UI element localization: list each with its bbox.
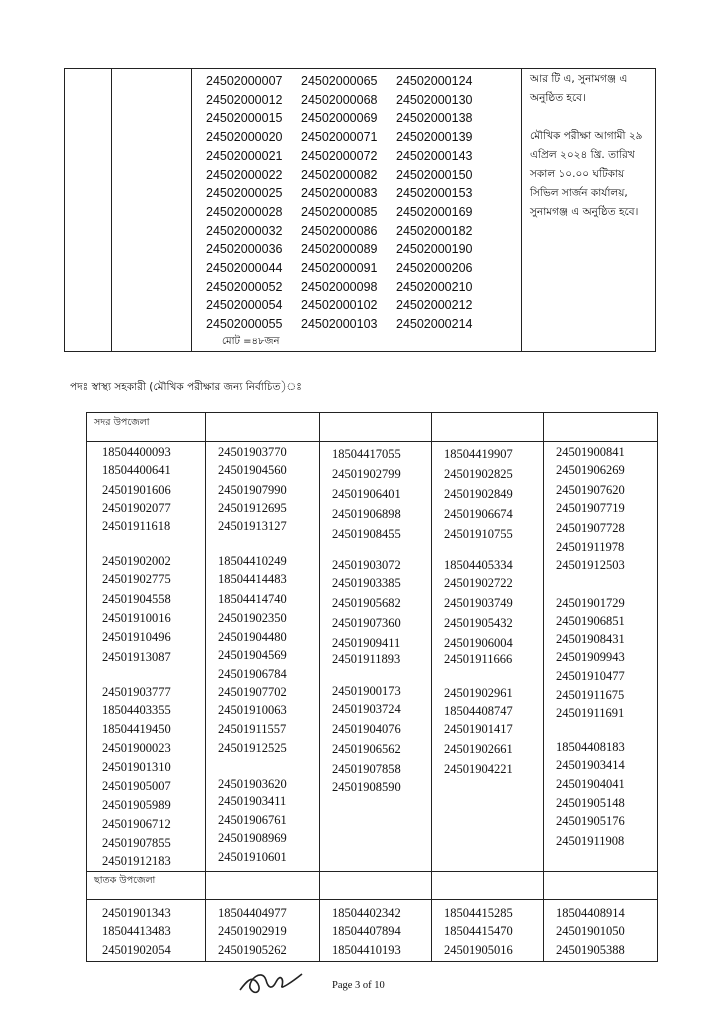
candidate-roll: 24501904221	[444, 762, 513, 776]
roll-number: 24502000007	[206, 74, 283, 88]
candidate-roll: 24501904076	[332, 722, 401, 736]
candidate-roll: 24501901606	[102, 483, 171, 497]
row-divider	[87, 441, 657, 442]
candidate-roll: 18504400641	[102, 463, 171, 477]
candidate-roll: 24501902961	[444, 686, 513, 700]
roll-number: 24502000153	[396, 186, 473, 201]
candidate-roll: 24501905262	[218, 943, 287, 957]
column-divider	[205, 413, 206, 961]
candidate-roll: 24501907858	[332, 762, 401, 776]
roll-number: 24502000169	[396, 204, 473, 219]
roll-number: 24502000052	[206, 279, 283, 294]
candidate-roll: 18504403355	[102, 703, 171, 717]
roll-number: 24502000028	[206, 204, 283, 219]
candidate-roll: 24501901343	[102, 906, 171, 920]
candidate-roll: 24501900173	[332, 684, 401, 698]
candidate-roll: 24501902849	[444, 487, 513, 501]
candidate-roll: 24501913087	[102, 650, 171, 664]
candidate-roll: 24501906898	[332, 507, 401, 521]
roll-number: 24502000072	[301, 148, 378, 163]
column-divider	[111, 69, 112, 351]
note-line: সকাল ১০.০০ ঘটিকায়	[530, 168, 625, 180]
roll-number: 24502000102	[301, 298, 378, 313]
roll-number: 24502000054	[206, 298, 283, 313]
roll-number: 24502000086	[301, 223, 378, 238]
candidate-roll: 24501910601	[218, 850, 287, 864]
post-heading: পদঃ স্বাস্থ্য সহকারী (মৌখিক পরীক্ষার জন্য নির্বাচিত)ঃ	[70, 381, 302, 393]
roll-number: 24502000032	[206, 223, 283, 238]
candidate-roll: 24501908431	[556, 632, 625, 646]
candidate-roll: 24501901310	[102, 760, 171, 774]
candidate-roll: 18504414483	[218, 572, 287, 586]
candidate-roll: 24501907702	[218, 685, 287, 699]
candidate-roll: 24501906269	[556, 463, 625, 477]
note-line: মৌখিক পরীক্ষা আগামী ২৯	[530, 130, 643, 142]
candidate-roll: 24501906761	[218, 813, 287, 827]
roll-number: 24502000143	[396, 148, 473, 163]
candidate-roll: 24501912695	[218, 501, 287, 515]
candidate-roll: 18504419450	[102, 722, 171, 736]
roll-number: 24502000012	[206, 92, 283, 107]
candidate-roll: 24501908969	[218, 831, 287, 845]
candidate-roll: 18504408183	[556, 740, 625, 754]
candidate-roll: 24501904041	[556, 777, 625, 791]
candidate-roll: 24501905989	[102, 798, 171, 812]
candidate-roll: 24501907728	[556, 521, 625, 535]
note-line: অনুষ্ঠিত হবে।	[530, 92, 586, 104]
roll-number: 24502000020	[206, 130, 283, 145]
candidate-roll: 24501910016	[102, 611, 171, 625]
roll-number: 24502000124	[396, 74, 473, 88]
candidate-roll: 24501912525	[218, 741, 287, 755]
candidate-roll: 24501906674	[444, 507, 513, 521]
note-line: এপ্রিল ২০২৪ খ্রি. তারিখ	[530, 149, 635, 161]
roll-number: 24502000210	[396, 279, 473, 294]
roll-number: 24502000025	[206, 186, 283, 201]
roll-number: 24502000044	[206, 261, 283, 275]
candidate-roll: 24501907855	[102, 836, 171, 850]
candidate-roll: 24501905148	[556, 796, 625, 810]
column-divider	[431, 413, 432, 961]
candidate-roll: 18504415470	[444, 924, 513, 938]
candidate-roll: 24501905388	[556, 943, 625, 957]
candidate-roll: 24501909943	[556, 650, 625, 664]
candidate-roll: 18504419907	[444, 447, 513, 461]
candidate-roll: 24501902077	[102, 501, 171, 515]
page-number: Page 3 of 10	[332, 980, 385, 991]
candidate-roll: 24501906784	[218, 667, 287, 681]
column-divider	[543, 413, 544, 961]
candidate-roll: 24501901417	[444, 722, 513, 736]
candidate-roll: 18504408747	[444, 704, 513, 718]
candidate-roll: 18504400093	[102, 445, 171, 459]
candidate-roll: 24501903724	[332, 702, 401, 716]
candidate-roll: 24501902350	[218, 611, 287, 625]
candidate-roll: 24501905682	[332, 596, 401, 610]
candidate-roll: 24501905176	[556, 814, 625, 828]
candidate-roll: 24501912503	[556, 558, 625, 572]
roll-number: 24502000068	[301, 92, 378, 107]
roll-number: 24502000138	[396, 111, 473, 126]
signature	[236, 960, 306, 1000]
roll-number: 24502000071	[301, 130, 378, 145]
column-divider	[191, 69, 192, 351]
roll-number: 24502000083	[301, 186, 378, 201]
candidate-roll: 24501907360	[332, 616, 401, 630]
candidate-roll: 24501913127	[218, 519, 287, 533]
total-count: মোট =৪৮জন	[222, 336, 280, 347]
candidate-roll: 18504408914	[556, 906, 625, 920]
candidate-roll: 24501907620	[556, 483, 625, 497]
row-divider	[87, 871, 657, 872]
candidate-roll: 24501903385	[332, 576, 401, 590]
candidate-roll: 24501910496	[102, 630, 171, 644]
candidate-roll: 24501901729	[556, 596, 625, 610]
candidate-roll: 24501902002	[102, 554, 171, 568]
candidate-roll: 18504402342	[332, 906, 401, 920]
section-label-chhatak: ছাতক উপজেলা	[94, 875, 156, 886]
roll-number: 24502000150	[396, 167, 473, 182]
candidate-roll: 24501907990	[218, 483, 287, 497]
roll-number: 24502000082	[301, 167, 378, 182]
candidate-roll: 24501904569	[218, 648, 287, 662]
roll-number: 24502000130	[396, 92, 473, 107]
candidate-roll: 24501906004	[444, 636, 513, 650]
candidate-roll: 24501904558	[102, 592, 171, 606]
candidate-roll: 24501911908	[556, 834, 625, 848]
candidate-roll: 18504407894	[332, 924, 401, 938]
roll-number: 24502000022	[206, 167, 283, 182]
note-line: সিভিল সার্জন কার্যালয়,	[530, 187, 628, 199]
roll-number: 24502000212	[396, 298, 473, 313]
candidate-roll: 24501911691	[556, 706, 625, 720]
candidate-roll: 24501911618	[102, 519, 171, 533]
candidate-roll: 24501903620	[218, 777, 287, 791]
candidate-roll: 24501901050	[556, 924, 625, 938]
candidate-roll: 24501905432	[444, 616, 513, 630]
candidate-roll: 18504404977	[218, 906, 287, 920]
candidate-roll: 24501904560	[218, 463, 287, 477]
roll-number: 24502000139	[396, 130, 473, 145]
candidate-roll: 24501911893	[332, 652, 401, 666]
candidate-roll: 24501905016	[444, 943, 513, 957]
roll-number: 24502000214	[396, 317, 473, 332]
column-divider	[319, 413, 320, 961]
candidate-roll: 24501902722	[444, 576, 513, 590]
row-divider	[87, 899, 657, 900]
candidate-roll: 24501908590	[332, 780, 401, 794]
candidate-roll: 24501911675	[556, 688, 625, 702]
roll-number: 24502000103	[301, 317, 378, 332]
roll-number: 24502000098	[301, 279, 378, 294]
candidate-roll: 18504410249	[218, 554, 287, 568]
roll-number: 24502000190	[396, 242, 473, 257]
candidate-roll: 18504413483	[102, 924, 171, 938]
candidate-roll: 24501911978	[556, 540, 625, 554]
candidate-roll: 24501903414	[556, 758, 625, 772]
candidate-roll: 24501906401	[332, 487, 401, 501]
candidate-roll: 18504415285	[444, 906, 513, 920]
candidate-roll: 24501906712	[102, 817, 171, 831]
candidate-roll: 24501906851	[556, 614, 625, 628]
roll-number: 24502000182	[396, 223, 473, 238]
roll-number: 24502000069	[301, 111, 378, 126]
roll-number: 24502000055	[206, 317, 283, 332]
candidate-roll: 24501903777	[102, 685, 171, 699]
candidate-roll: 24501903072	[332, 558, 401, 572]
candidate-roll: 18504417055	[332, 447, 401, 461]
candidate-roll: 24501902919	[218, 924, 287, 938]
candidate-roll: 24501905007	[102, 779, 171, 793]
candidate-roll: 24501911557	[218, 722, 287, 736]
candidate-roll: 24501902799	[332, 467, 401, 481]
candidate-roll: 24501902661	[444, 742, 513, 756]
candidate-roll: 24501900023	[102, 741, 171, 755]
candidate-roll: 24501903411	[218, 794, 287, 808]
candidate-roll: 18504405334	[444, 558, 513, 572]
candidate-roll: 24501907719	[556, 501, 625, 515]
candidate-roll: 24501911666	[444, 652, 513, 666]
roll-number: 24502000206	[396, 261, 473, 275]
section-label-sadar: সদর উপজেলা	[94, 417, 150, 428]
candidate-roll: 24501900841	[556, 445, 625, 459]
note-line: সুনামগঞ্জ এ অনুষ্ঠিত হবে।	[530, 206, 639, 218]
candidate-roll: 24501903749	[444, 596, 513, 610]
candidate-roll: 24501904480	[218, 630, 287, 644]
roll-number: 24502000036	[206, 242, 283, 257]
candidate-roll: 24501902825	[444, 467, 513, 481]
candidate-roll: 24501903770	[218, 445, 287, 459]
note-line: আর টি এ, সুনামগঞ্জ এ	[530, 73, 628, 85]
candidate-roll: 24501910755	[444, 527, 513, 541]
roll-number: 24502000085	[301, 204, 378, 219]
roll-number: 24502000091	[301, 261, 378, 275]
candidate-roll: 24501906562	[332, 742, 401, 756]
roll-number: 24502000015	[206, 111, 283, 126]
candidate-roll: 24501910063	[218, 703, 287, 717]
roll-number: 24502000065	[301, 74, 378, 88]
column-divider	[521, 69, 522, 351]
candidate-roll: 24501909411	[332, 636, 401, 650]
candidate-roll: 24501908455	[332, 527, 401, 541]
candidate-roll: 18504414740	[218, 592, 287, 606]
candidate-roll: 24501912183	[102, 854, 171, 868]
roll-number: 24502000021	[206, 148, 283, 163]
roll-number: 24502000089	[301, 242, 378, 257]
candidate-roll: 18504410193	[332, 943, 401, 957]
candidate-roll: 24501902775	[102, 572, 171, 586]
candidate-roll: 24501902054	[102, 943, 171, 957]
candidate-roll: 24501910477	[556, 669, 625, 683]
